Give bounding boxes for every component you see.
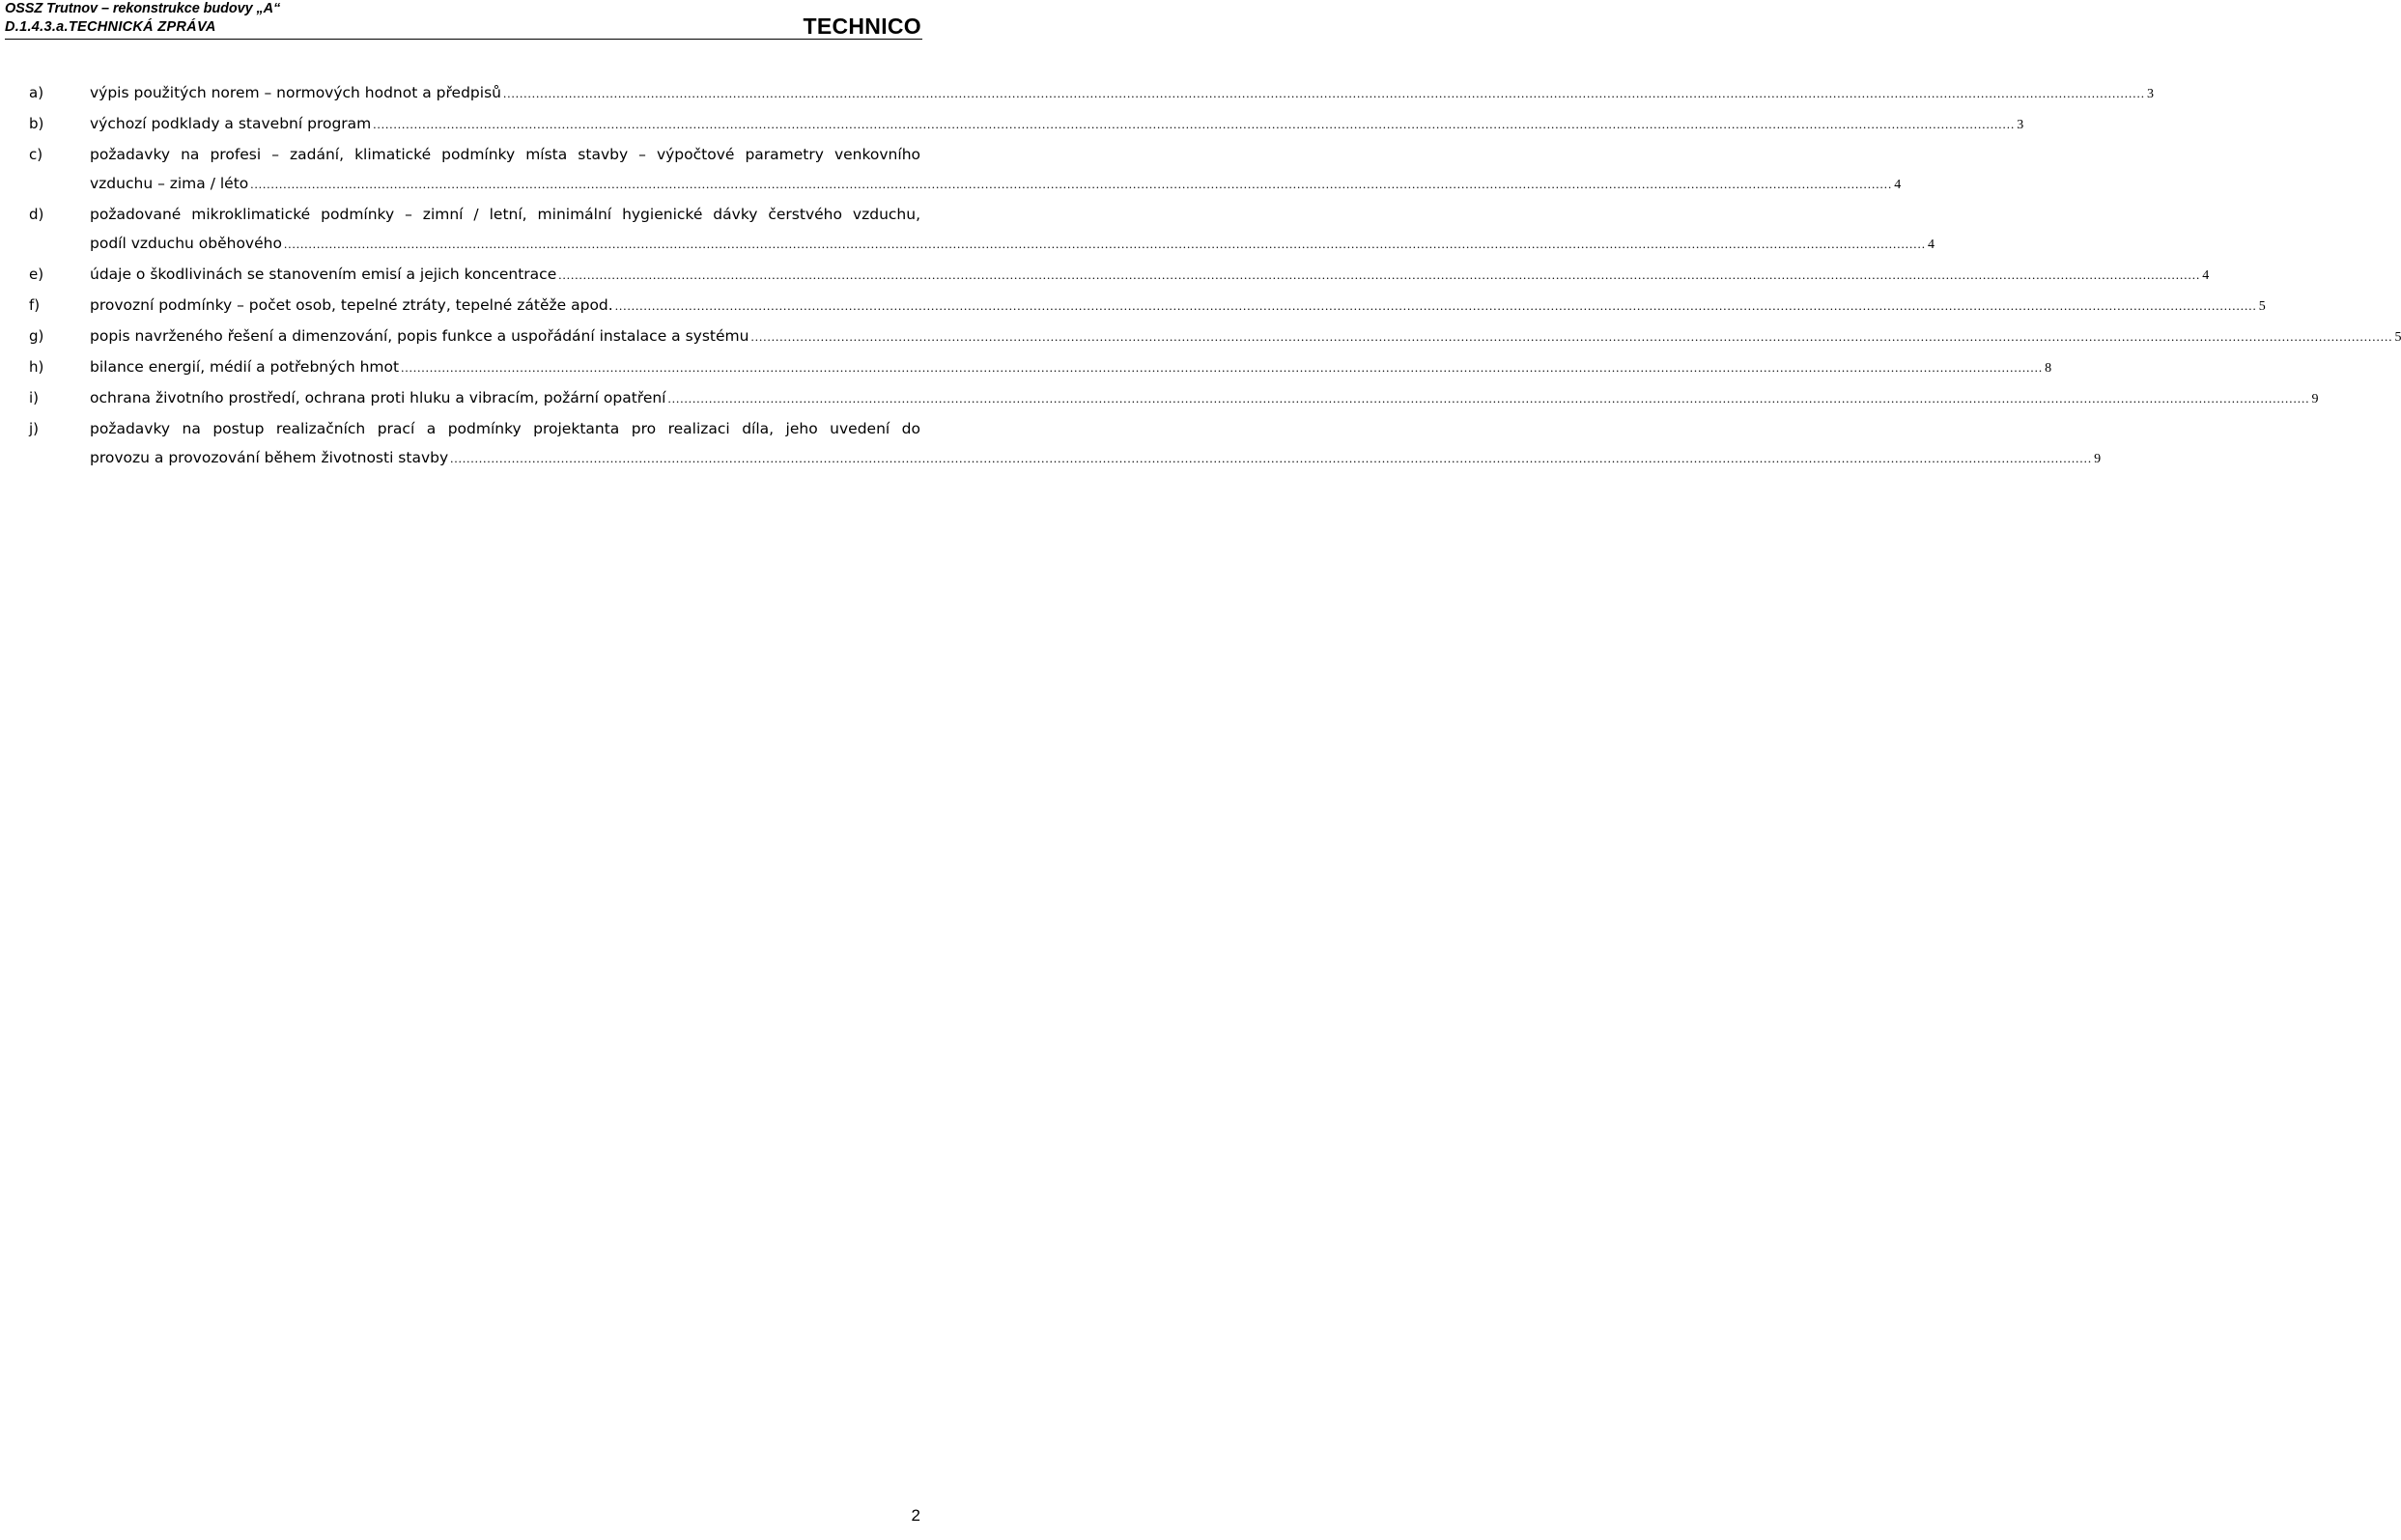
document-title: D.1.4.3.a.TECHNICKÁ ZPRÁVA (5, 19, 216, 35)
toc-entry-title: popis navrženého řešení a dimenzování, popis funkce a uspořádání instalace a systému (90, 327, 749, 345)
toc-entry[interactable] (0, 200, 1935, 260)
toc-entry[interactable] (0, 140, 1902, 200)
toc-dot-leader: ................................................................................................................................................................................................................................................................................................................................................................................................................ (450, 451, 2093, 465)
toc-entry[interactable] (0, 78, 2154, 109)
toc-entry-body (90, 200, 1935, 260)
toc-entry-letter: e) (29, 266, 44, 283)
toc-entry[interactable] (0, 414, 2102, 474)
toc-entry-title: podíl vzduchu oběhového (90, 235, 282, 252)
toc-entry-leader-row (90, 352, 2052, 383)
toc-entry-letter: i) (29, 389, 40, 406)
toc-entry[interactable] (0, 109, 2024, 140)
toc-dot-leader: ................................................................................................................................................................................................................................................................................................................................................................................................................ (614, 298, 2257, 313)
toc-entry-leader-row (90, 322, 2401, 352)
toc-entry-letter: a) (29, 84, 44, 101)
toc-dot-leader: ................................................................................................................................................................................................................................................................................................................................................................................................................ (502, 86, 2145, 100)
toc-entry-body (90, 383, 2319, 414)
toc-entry-leader-row (90, 443, 2102, 474)
toc-dot-leader: ................................................................................................................................................................................................................................................................................................................................................................................................................ (250, 177, 1893, 191)
toc-entry-body (90, 291, 2266, 322)
toc-dot-leader: ................................................................................................................................................................................................................................................................................................................................................................................................................ (401, 360, 2044, 375)
toc-page-number: 9 (2094, 452, 2102, 466)
toc-entry[interactable] (0, 352, 2052, 383)
toc-entry-letter: d) (29, 206, 44, 223)
toc-entry-title: ochrana životního prostředí, ochrana proti hluku a vibracím, požární opatření (90, 389, 666, 406)
company-logo: TECHNICO (803, 14, 921, 39)
toc-entry-letter: f) (29, 296, 41, 314)
table-of-contents (0, 78, 2401, 474)
toc-entry-title: provozu a provozování během životnosti stavby (90, 449, 449, 466)
toc-entry[interactable] (0, 260, 2210, 291)
toc-page-number: 4 (1894, 178, 1902, 192)
page-number: 2 (911, 1506, 920, 1525)
toc-entry-body (90, 260, 2210, 291)
toc-entry-title: výpis použitých norem – normových hodnot a předpisů (90, 84, 501, 101)
toc-entry[interactable] (0, 322, 2401, 352)
toc-entry-leader-row (90, 109, 2024, 140)
toc-entry-body (90, 109, 2024, 140)
toc-entry-letter: c) (29, 146, 43, 163)
toc-entry-letter: b) (29, 115, 44, 132)
toc-entry-leader-row (90, 291, 2266, 322)
toc-dot-leader: ................................................................................................................................................................................................................................................................................................................................................................................................................ (750, 329, 2393, 344)
header-divider (5, 39, 922, 40)
page-header (0, 0, 927, 41)
toc-page-number: 3 (2017, 118, 2024, 132)
toc-entry-title: výchozí podklady a stavební program (90, 115, 372, 132)
toc-page-number: 4 (1927, 238, 1935, 252)
toc-entry-letter: g) (29, 327, 44, 345)
toc-entry[interactable] (0, 383, 2319, 414)
toc-entry-leader-row (90, 229, 1935, 260)
toc-entry-body (90, 322, 2401, 352)
toc-entry-body (90, 414, 2102, 474)
toc-entry-body (90, 140, 1902, 200)
toc-entry-body (90, 78, 2154, 109)
toc-entry-body (90, 352, 2052, 383)
toc-dot-leader: ................................................................................................................................................................................................................................................................................................................................................................................................................ (558, 267, 2201, 282)
toc-page-number: 9 (2311, 392, 2319, 406)
toc-page-number: 5 (2394, 330, 2401, 345)
toc-entry-title: vzduchu – zima / léto (90, 175, 249, 192)
toc-entry-leader-row (90, 169, 1902, 200)
toc-entry-leader-row (90, 78, 2154, 109)
toc-entry-letter: h) (29, 358, 44, 376)
toc-entry-title-line: požadované mikroklimatické podmínky – zimní / letní, minimální hygienické dávky čerstvého vzduchu, (90, 206, 920, 223)
toc-page-number: 8 (2045, 361, 2052, 376)
toc-page-number: 3 (2146, 87, 2154, 101)
toc-dot-leader: ................................................................................................................................................................................................................................................................................................................................................................................................................ (283, 237, 1926, 251)
toc-entry-title: provozní podmínky – počet osob, tepelné ztráty, tepelné zátěže apod. (90, 296, 613, 314)
toc-page-number: 4 (2202, 268, 2210, 283)
toc-entry-leader-row (90, 260, 2210, 291)
toc-entry-leader-row (90, 383, 2319, 414)
toc-entry-title-line: požadavky na postup realizačních prací a podmínky projektanta pro realizaci díla, jeho uvedení do (90, 420, 920, 437)
toc-entry-title: údaje o škodlivinách se stanovením emisí a jejich koncentrace (90, 266, 557, 283)
toc-entry-title-line: požadavky na profesi – zadání, klimatické podmínky místa stavby – výpočtové parametry venkovního (90, 146, 920, 163)
project-title: OSSZ Trutnov – rekonstrukce budovy „A“ (5, 1, 281, 16)
toc-dot-leader: ................................................................................................................................................................................................................................................................................................................................................................................................................ (667, 391, 2310, 406)
toc-entry-title: bilance energií, médií a potřebných hmot (90, 358, 400, 376)
toc-entry[interactable] (0, 291, 2266, 322)
toc-page-number: 5 (2258, 299, 2266, 314)
toc-dot-leader: ................................................................................................................................................................................................................................................................................................................................................................................................................ (373, 117, 2016, 131)
toc-entry-letter: j) (29, 420, 40, 437)
